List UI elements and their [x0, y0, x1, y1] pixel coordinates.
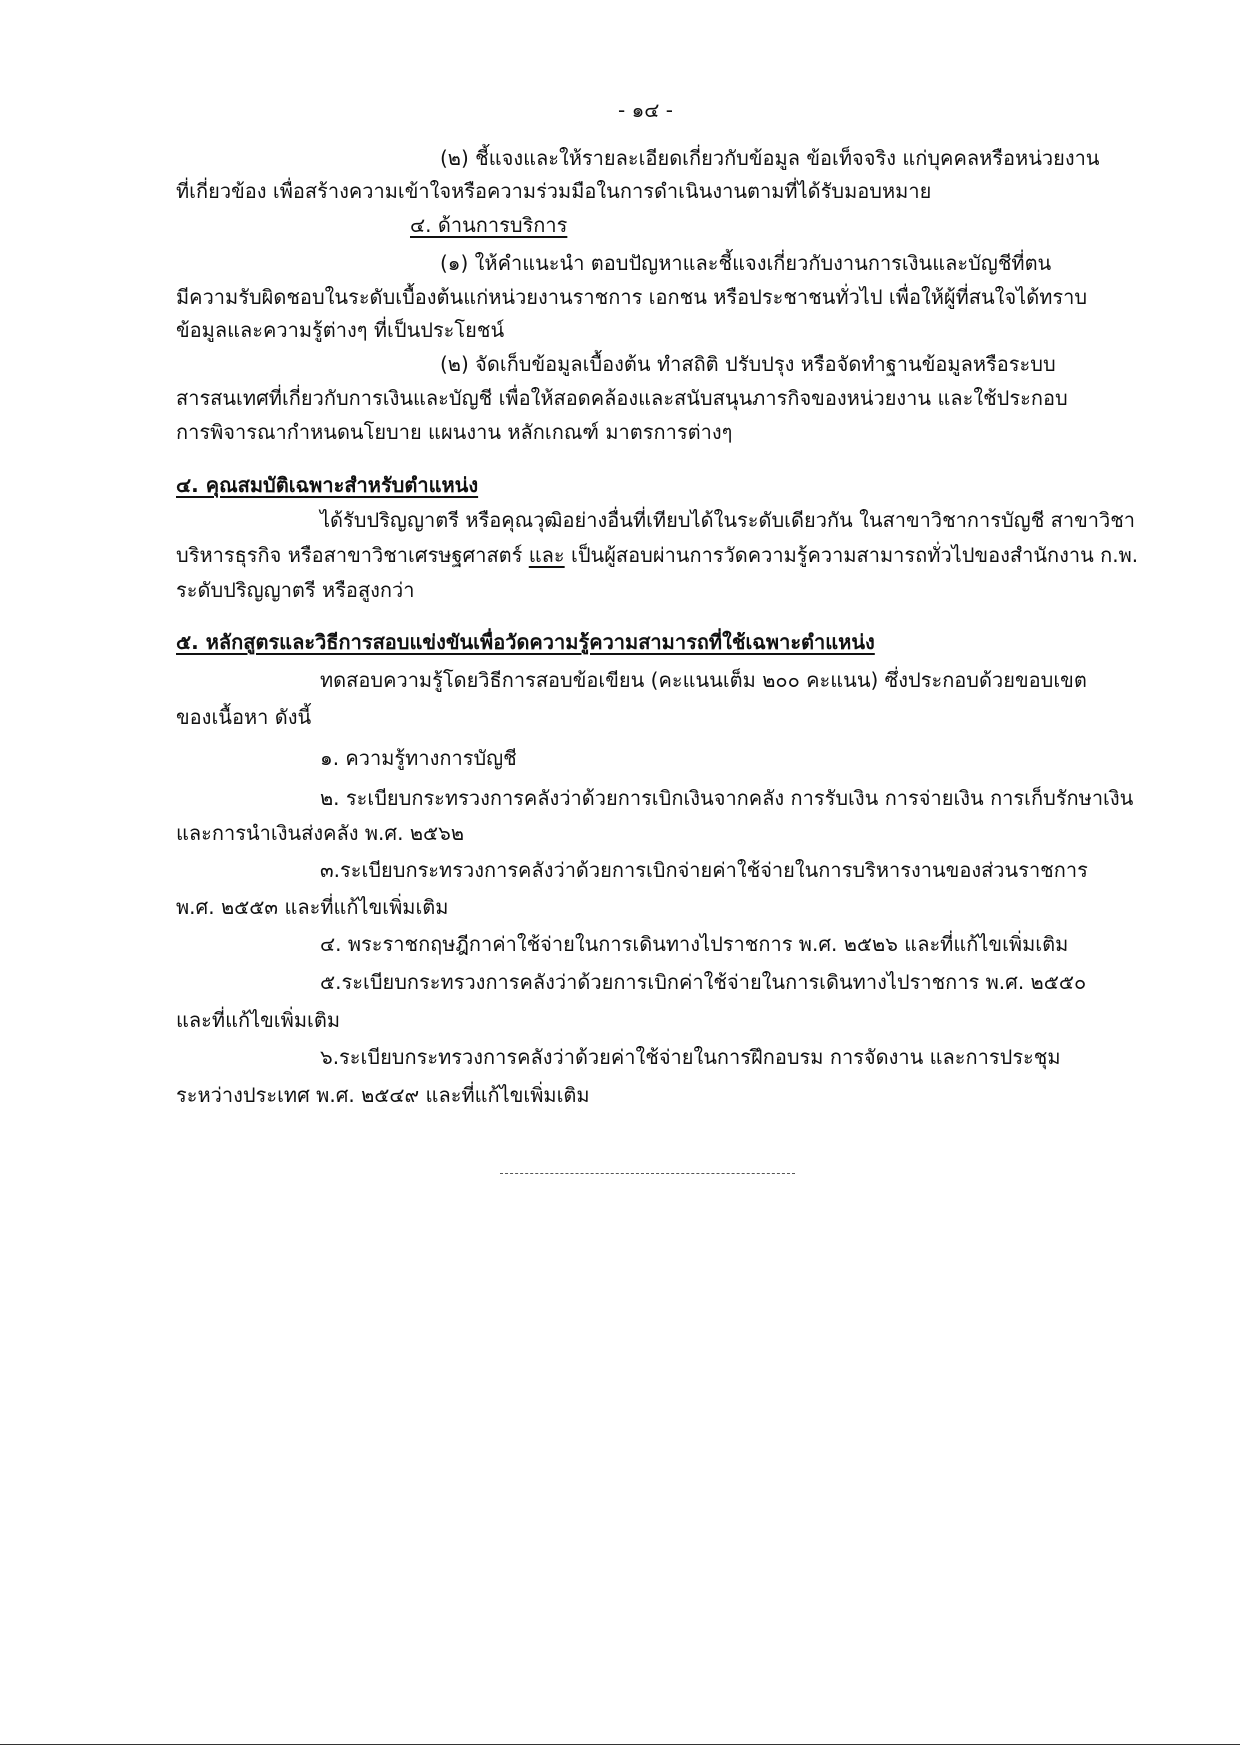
text-line: (๒) จัดเก็บข้อมูลเบื้องต้น ทำสถิติ ปรับปรุง หรือจัดทำฐานข้อมูลหรือระบบ: [440, 352, 1056, 376]
list-item: ๖.ระเบียบกระทรวงการคลังว่าด้วยค่าใช้จ่ายในการฝึกอบรม การจัดงาน และการประชุม: [320, 1045, 1061, 1069]
text-line: ระดับปริญญาตรี หรือสูงกว่า: [176, 578, 415, 602]
text-line: การพิจารณากำหนดนโยบาย แผนงาน หลักเกณฑ์ มาตรการต่างๆ: [176, 420, 733, 444]
list-item: ๓.ระเบียบกระทรวงการคลังว่าด้วยการเบิกจ่ายค่าใช้จ่ายในการบริหารงานของส่วนราชการ: [320, 858, 1088, 882]
section-heading-5: [176, 632, 875, 652]
text-line: มีความรับผิดชอบในระดับเบื้องต้นแก่หน่วยงานราชการ เอกชน หรือประชาชนทั่วไป เพื่อให้ผู้ที่สนใจได้ทราบ: [176, 285, 1088, 309]
text-line: พ.ศ. ๒๕๕๓ และที่แก้ไขเพิ่มเติม: [176, 895, 449, 919]
subsection-heading: ๔. ด้านการบริการ: [410, 213, 568, 237]
section-heading-4-text: ๔. คุณสมบัติเฉพาะสำหรับตำแหน่ง: [176, 473, 479, 497]
page-number: - ๑๔ -: [618, 98, 673, 122]
text-line: (๒) ชี้แจงและให้รายละเอียดเกี่ยวกับข้อมูล ข้อเท็จจริง แก่บุคคลหรือหน่วยงาน: [440, 146, 1100, 170]
text-line: ข้อมูลและความรู้ต่างๆ ที่เป็นประโยชน์: [176, 318, 505, 342]
text-line: ทดสอบความรู้โดยวิธีการสอบข้อเขียน (คะแนนเต็ม ๒๐๐ คะแนน) ซึ่งประกอบด้วยขอบเขต: [320, 668, 1087, 692]
text-line: และที่แก้ไขเพิ่มเติม: [176, 1008, 341, 1032]
text-fragment: เป็นผู้สอบผ่านการวัดความรู้ความสามารถทั่วไปของสำนักงาน ก.พ.: [564, 543, 1139, 567]
text-line: [176, 545, 1138, 565]
section-heading-5-text: ๕. หลักสูตรและวิธีการสอบแข่งขันเพื่อวัดความรู้ความสามารถที่ใช้เฉพาะตำแหน่ง: [176, 630, 875, 654]
text-line: และการนำเงินส่งคลัง พ.ศ. ๒๕๖๒: [176, 821, 465, 845]
text-line: (๑) ให้คำแนะนำ ตอบปัญหาและชี้แจงเกี่ยวกับงานการเงินและบัญชีที่ตน: [440, 251, 1052, 275]
text-line: ของเนื้อหา ดังนี้: [176, 705, 312, 729]
text-line: ได้รับปริญญาตรี หรือคุณวุฒิอย่างอื่นที่เทียบได้ในระดับเดียวกัน ในสาขาวิชาการบัญชี สาขาวิชา: [320, 508, 1136, 532]
page-bottom-border: [0, 1744, 1240, 1745]
list-item: ๑. ความรู้ทางการบัญชี: [320, 746, 517, 770]
list-item: ๕.ระเบียบกระทรวงการคลังว่าด้วยการเบิกค่าใช้จ่ายในการเดินทางไปราชการ พ.ศ. ๒๕๕๐: [320, 970, 1087, 994]
text-line: ที่เกี่ยวข้อง เพื่อสร้างความเข้าใจหรือความร่วมมือในการดำเนินงานตามที่ได้รับมอบหมาย: [176, 179, 932, 203]
text-fragment: บริหารธุรกิจ หรือสาขาวิชาเศรษฐศาสตร์: [176, 543, 529, 567]
text-line: สารสนเทศที่เกี่ยวกับการเงินและบัญชี เพื่อให้สอดคล้องและสนับสนุนภารกิจของหน่วยงาน และใช้ประกอบ: [176, 386, 1068, 410]
section-heading-4: [176, 475, 478, 495]
list-item: ๒. ระเบียบกระทรวงการคลังว่าด้วยการเบิกเงินจากคลัง การรับเงิน การจ่ายเงิน การเก็บรักษาเงิน: [320, 786, 1134, 810]
list-item: ๔. พระราชกฤษฎีกาค่าใช้จ่ายในการเดินทางไปราชการ พ.ศ. ๒๕๒๖ และที่แก้ไขเพิ่มเติม: [320, 932, 1069, 956]
end-divider: [500, 1173, 795, 1174]
text-line: ระหว่างประเทศ พ.ศ. ๒๕๔๙ และที่แก้ไขเพิ่มเติม: [176, 1083, 590, 1107]
underlined-and: และ: [528, 543, 565, 567]
